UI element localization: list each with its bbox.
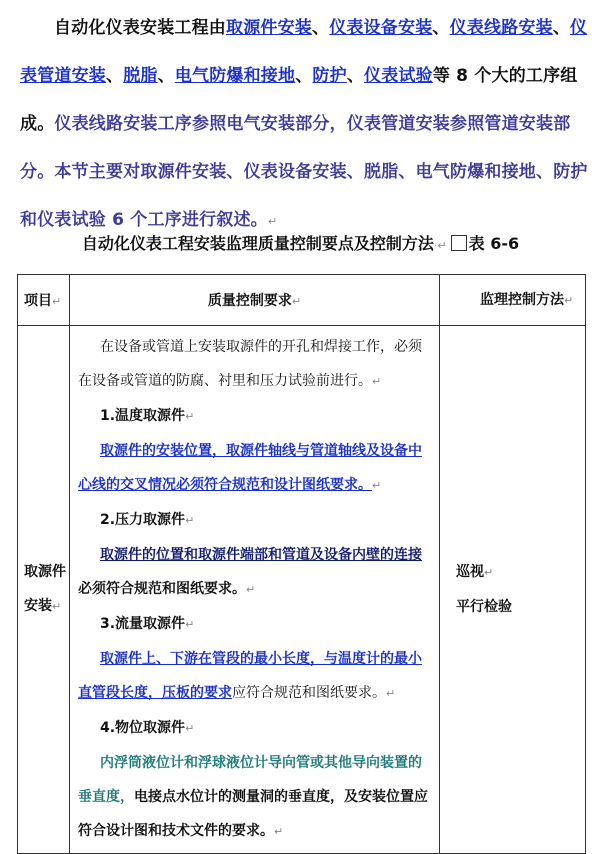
checkbox-icon: [451, 235, 467, 251]
table-header-row: [18, 275, 586, 326]
header-item: 项目↵: [18, 275, 70, 326]
link-sampling-install[interactable]: 取源件安装: [226, 18, 312, 38]
table-row: [18, 326, 586, 854]
link-instrument-test[interactable]: 仪表试验: [364, 66, 433, 86]
link-line-install[interactable]: 仪表线路安装: [449, 18, 553, 38]
paragraph-mark: ↵: [267, 215, 278, 228]
link-explosion-grounding[interactable]: 电气防爆和接地: [174, 66, 296, 86]
method-patrol: 巡视↵: [456, 564, 494, 580]
req-flow-text: 取源件上、下游在管段的最小长度，与温度计的最小直管段长度，压板的要求应符合规范和图纸要求。↵: [78, 651, 422, 701]
table-title: [0, 226, 601, 264]
req-temp-text: 取源件的安装位置，取源件轴线与管道轴线及设备中心线的交叉情况必须符合规范和设计图纸要求。↵: [78, 443, 422, 493]
req-pressure-heading: 2.压力取源件↵: [100, 512, 195, 528]
req-general: 在设备或管道上安装取源件的开孔和焊接工作，必须在设备或管道的防腐、衬里和压力试验前进行。↵: [78, 339, 422, 389]
link-device-install[interactable]: 仪表设备安装: [329, 18, 433, 38]
link-temp-req[interactable]: 取源件的安装位置，取源件轴线与管道轴线及设备中心线的交叉情况必须符合规范和设计图纸要求。: [78, 443, 422, 493]
title-mark: ·↵: [433, 239, 447, 252]
header-method: 监理控制方法↵: [440, 275, 586, 326]
link-flow-req[interactable]: 取源件上、下游在管段的最小长度，与温度计的最小直管段长度，压板的要求: [78, 651, 422, 701]
method-parallel-check: 平行检验: [456, 599, 512, 615]
link-protection[interactable]: 防护: [312, 66, 347, 86]
quality-control-table: [17, 274, 586, 854]
req-pressure-text: 取源件的位置和取源件端部和管道及设备内壁的连接必须符合规范和图纸要求。↵: [78, 547, 422, 597]
link-degreasing[interactable]: 脱脂: [123, 66, 158, 86]
requirement-cell: [70, 326, 440, 854]
method-cell: [440, 326, 586, 854]
req-level-teal: 内浮筒液位计和浮球液位计导向管或其他导向装置的垂直度，: [78, 755, 422, 805]
req-level-heading: 4.物位取源件↵: [100, 720, 195, 736]
table-title-text: 自动化仪表工程安装监理质量控制要点及控制方法: [81, 234, 434, 253]
req-flow-heading: 3.流量取源件↵: [100, 616, 195, 632]
intro-tail: 等 8 个大的工序组成。: [20, 66, 578, 134]
intro-lead: 自动化仪表安装工程由: [54, 18, 226, 38]
item-cell: 取源件安装↵: [18, 326, 70, 854]
link-pipe-install[interactable]: 仪表管道安装: [20, 18, 588, 86]
intro-purple-text: 仪表线路安装工序参照电气安装部分，仪表管道安装参照管道安装部分。本节主要对取源件安装、仪表设备安装、脱脂、电气防爆和接地、防护和仪表试验 6 个工序进行叙述。: [20, 114, 588, 230]
intro-paragraph: 自动化仪表安装工程由取源件安装、仪表设备安装、仪表线路安装、仪表管道安装、脱脂、电气防爆和接地、防护、仪表试验等 8 个大的工序组成。仪表线路安装工序参照电气安装部分，仪表管道安装参照管道安装部分。本节主要对取源件安装、仪表设备安装、脱脂、电气防爆和接地、防护和仪表试验 6 个工序进行叙述。↵: [20, 18, 588, 230]
req-temp-heading: 1.温度取源件↵: [100, 408, 195, 424]
table-number: 表 6-6: [468, 234, 520, 253]
link-pressure-req[interactable]: 取源件的位置和取源件端部和管道及设备内壁的连接: [100, 547, 422, 563]
header-requirement: 质量控制要求↵: [70, 275, 440, 326]
req-level-text: 内浮筒液位计和浮球液位计导向管或其他导向装置的垂直度，电接点水位计的测量洞的垂直度，及安装位置应符合设计图和技术文件的要求。↵: [78, 755, 428, 839]
